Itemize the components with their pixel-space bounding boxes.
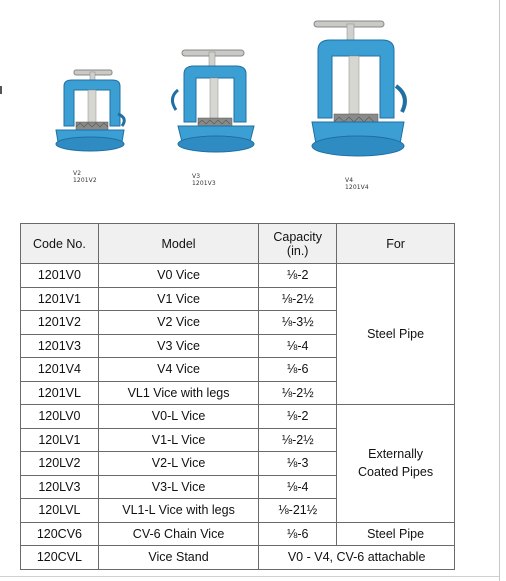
product-caption-v3	[192, 173, 216, 187]
for-cell-externally-coated	[337, 405, 455, 523]
capacity-cell: ⅛-21½	[259, 499, 337, 523]
model-cell: V3-L Vice	[98, 475, 258, 499]
code-cell: 120CVL	[21, 546, 99, 570]
capacity-cell: ⅛-2	[259, 405, 337, 429]
for-cell-steel-pipe: Steel Pipe	[337, 264, 455, 405]
model-cell: V0 Vice	[98, 264, 258, 288]
for-cell-externally-coated-text: Externally Coated Pipes	[358, 447, 434, 480]
stand-compatibility-cell: V0 - V4, CV-6 attachable	[259, 546, 455, 570]
capacity-cell: ⅛-2	[259, 264, 337, 288]
pipe-vice-v3-illustration	[170, 46, 262, 164]
model-cell: Vice Stand	[98, 546, 258, 570]
code-cell: 120LVL	[21, 499, 99, 523]
table-row	[21, 546, 455, 570]
product-code-label: 1201V2	[73, 177, 97, 184]
column-header-capacity	[259, 224, 337, 264]
column-header-capacity-text: Capacity (in.)	[273, 229, 322, 258]
model-cell: V3 Vice	[98, 334, 258, 358]
product-caption-v2	[73, 170, 97, 184]
product-model-label: V2	[73, 170, 82, 177]
product-caption-v4	[345, 177, 369, 191]
margin-mark	[0, 86, 2, 94]
code-cell: 120CV6	[21, 522, 99, 546]
model-cell: V1-L Vice	[98, 428, 258, 452]
table-header-row	[21, 224, 455, 264]
column-header-for: For	[337, 224, 455, 264]
table-row	[21, 522, 455, 546]
column-header-code: Code No.	[21, 224, 99, 264]
product-model-label: V3	[192, 173, 201, 180]
model-cell: V4 Vice	[98, 358, 258, 382]
code-cell: 1201V3	[21, 334, 99, 358]
capacity-cell: ⅛-6	[259, 522, 337, 546]
product-image-v4	[304, 18, 412, 172]
model-cell: V0-L Vice	[98, 405, 258, 429]
code-cell: 1201V1	[21, 287, 99, 311]
product-model-label: V4	[345, 177, 354, 184]
code-cell: 120LV2	[21, 452, 99, 476]
code-cell: 1201V2	[21, 311, 99, 335]
pipe-vice-v4-illustration	[304, 18, 412, 172]
capacity-cell: ⅛-2½	[259, 381, 337, 405]
model-cell: V1 Vice	[98, 287, 258, 311]
model-cell: VL1 Vice with legs	[98, 381, 258, 405]
code-cell: 1201V0	[21, 264, 99, 288]
pipe-vice-v2-illustration	[50, 66, 130, 164]
product-image-v3	[170, 46, 262, 164]
model-cell: V2-L Vice	[98, 452, 258, 476]
code-cell: 120LV1	[21, 428, 99, 452]
capacity-cell: ⅛-3½	[259, 311, 337, 335]
code-cell: 120LV3	[21, 475, 99, 499]
model-cell: V2 Vice	[98, 311, 258, 335]
capacity-cell: ⅛-2½	[259, 428, 337, 452]
capacity-cell: ⅛-3	[259, 452, 337, 476]
code-cell: 1201V4	[21, 358, 99, 382]
table-row	[21, 264, 455, 288]
code-cell: 1201VL	[21, 381, 99, 405]
model-cell: CV-6 Chain Vice	[98, 522, 258, 546]
vice-specification-table	[20, 223, 455, 570]
for-cell-chain-vice: Steel Pipe	[337, 522, 455, 546]
product-code-label: 1201V3	[192, 180, 216, 187]
capacity-cell: ⅛-4	[259, 475, 337, 499]
product-image-v2	[50, 66, 130, 164]
page-edge-rule	[499, 0, 500, 581]
table-row	[21, 405, 455, 429]
capacity-cell: ⅛-2½	[259, 287, 337, 311]
capacity-cell: ⅛-6	[259, 358, 337, 382]
capacity-cell: ⅛-4	[259, 334, 337, 358]
code-cell: 120LV0	[21, 405, 99, 429]
column-header-model: Model	[98, 224, 258, 264]
page-bottom-rule	[0, 576, 499, 577]
model-cell: VL1-L Vice with legs	[98, 499, 258, 523]
product-code-label: 1201V4	[345, 184, 369, 191]
